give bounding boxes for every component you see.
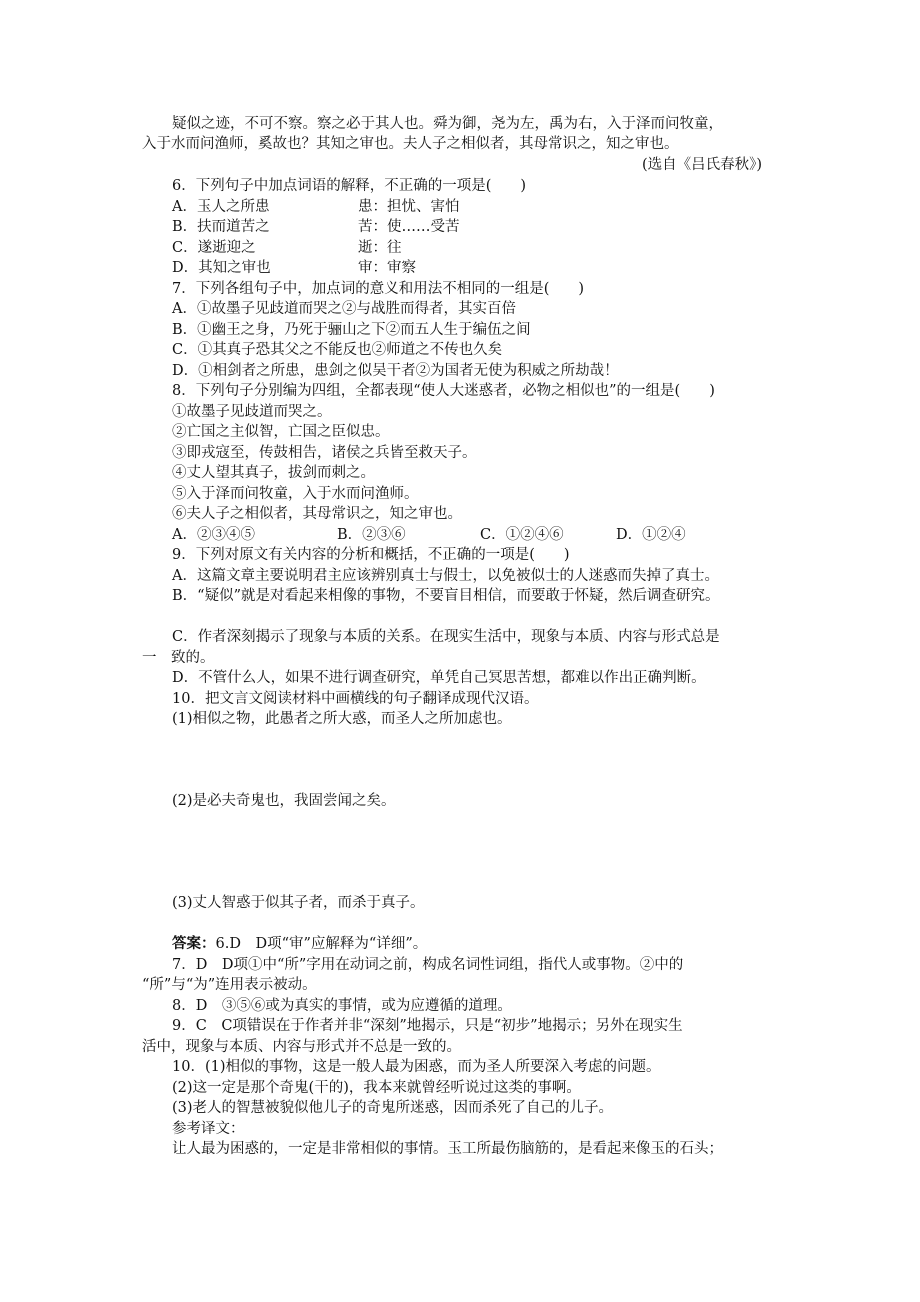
question-7-option: B．①幽王之身，乃死于骊山之下②而五人生于编伍之间: [172, 322, 531, 338]
reference-translation-label: 参考译文：: [172, 1121, 245, 1137]
option-d: D．①②④: [616, 527, 686, 543]
option-gloss: 患：担忧、害怕: [358, 199, 460, 215]
question-9-option-continued: 一 致的。: [142, 650, 215, 666]
option-b: B．②③⑥: [337, 527, 406, 543]
answer-8: 8．D ③⑤⑥或为真实的事情，或为应遵循的道理。: [172, 998, 512, 1014]
answer-9: 9．C C项错误在于作者并非“深刻”地揭示，只是“初步”地揭示；另外在现实生: [172, 1018, 683, 1034]
answer-text: 6.D D项“审”应解释为“详细”。: [215, 936, 428, 952]
question-9-option: B．“疑似”就是对看起来相像的事物，不要盲目相信，而要敢于怀疑，然后调查研究。: [172, 588, 720, 604]
question-9-stem: 9．下列对原文有关内容的分析和概括，不正确的一项是( ): [172, 547, 570, 563]
option-sentence: B．扶而道苦之: [172, 219, 270, 235]
answer-9-continued: 活中，现象与本质、内容与形式并不总是一致的。: [142, 1039, 461, 1055]
answer-7: 7．D D项①中“所”字用在动词之前，构成名词性词组，指代人或事物。②中的: [172, 957, 684, 973]
answers-label: 答案：: [172, 935, 216, 952]
question-8-item: ③即戎寇至，传鼓相告，诸侯之兵皆至救天子。: [172, 445, 477, 461]
question-8-stem: 8．下列句子分别编为四组，全都表现“使人大迷惑者，必物之相似也”的一组是( ): [172, 383, 715, 399]
question-10-stem: 10．把文言文阅读材料中画横线的句子翻译成现代汉语。: [172, 691, 539, 707]
question-10-sentence: (2)是必夫奇鬼也，我固尝闻之矣。: [172, 793, 396, 809]
option-gloss: 苦：使……受苦: [358, 219, 460, 235]
option-gloss: 审：审察: [358, 260, 416, 276]
passage-source: (选自《吕氏春秋》): [642, 157, 763, 173]
question-9-option: D．不管什么人，如果不进行调查研究，单凭自己冥思苦想，都难以作出正确判断。: [172, 670, 706, 686]
answer-7-continued: “所”与“为”连用表示被动。: [142, 977, 317, 993]
option-gloss: 逝：往: [358, 240, 402, 256]
option-sentence: A．玉人之所患: [172, 199, 270, 215]
question-10-sentence: (1)相似之物，此愚者之所大惑，而圣人之所加虑也。: [172, 711, 512, 727]
question-8-item: ④丈人望其真子，拔剑而刺之。: [172, 465, 375, 481]
question-9-option: C．作者深刻揭示了现象与本质的关系。在现实生活中，现象与本质、内容与形式总是: [172, 629, 720, 645]
question-9-option: A．这篇文章主要说明君主应该辨别真士与假士，以免被似士的人迷惑而失掉了真士。: [172, 568, 719, 584]
answer-10: (3)老人的智慧被貌似他儿子的奇鬼所迷惑，因而杀死了自己的儿子。: [172, 1100, 614, 1116]
question-7-option: C．①其真子恐其父之不能反也②师道之不传也久矣: [172, 342, 503, 358]
question-7-option: A．①故墨子见歧道而哭之②与战胜而得者，其实百倍: [172, 301, 516, 317]
reference-translation-text: 让人最为困惑的，一定是非常相似的事情。玉工所最伤脑筋的，是看起来像玉的石头；: [172, 1141, 723, 1157]
question-7-option: D．①相剑者之所患，患剑之似吴干者②为国者无使为积威之所劫哉！: [172, 363, 619, 379]
answer-10: 10．(1)相似的事物，这是一般人最为困惑，而为圣人所要深入考虑的问题。: [172, 1059, 661, 1075]
option-c: C．①②④⑥: [480, 527, 564, 543]
passage-line: 疑似之迹，不可不察。察之必于其人也。舜为御，尧为左，禹为右，入于泽而问牧童，: [172, 116, 723, 132]
question-10-sentence: (3)丈人智惑于似其子者，而杀于真子。: [172, 895, 425, 911]
option-a: A．②③④⑤: [172, 527, 255, 543]
option-sentence: D．其知之审也: [172, 260, 271, 276]
question-6-stem: 6．下列句子中加点词语的解释，不正确的一项是( ): [172, 178, 527, 194]
question-8-item: ⑤入于泽而问牧童，入于水而问渔师。: [172, 486, 419, 502]
answer-6: [172, 934, 427, 954]
answer-10: (2)这一定是那个奇鬼(干的)，我本来就曾经听说过这类的事啊。: [172, 1080, 581, 1096]
question-8-item: ①故墨子见歧道而哭之。: [172, 404, 332, 420]
option-sentence: C．遂逝迎之: [172, 240, 256, 256]
passage-line: 入于水而问渔师，奚故也？其知之审也。夫人子之相似者，其母常识之，知之审也。: [142, 136, 679, 152]
question-8-item: ⑥夫人子之相似者，其母常识之，知之审也。: [172, 506, 462, 522]
question-8-item: ②亡国之主似智，亡国之臣似忠。: [172, 424, 390, 440]
question-7-stem: 7．下列各组句子中，加点词的意义和用法不相同的一组是( ): [172, 281, 585, 297]
